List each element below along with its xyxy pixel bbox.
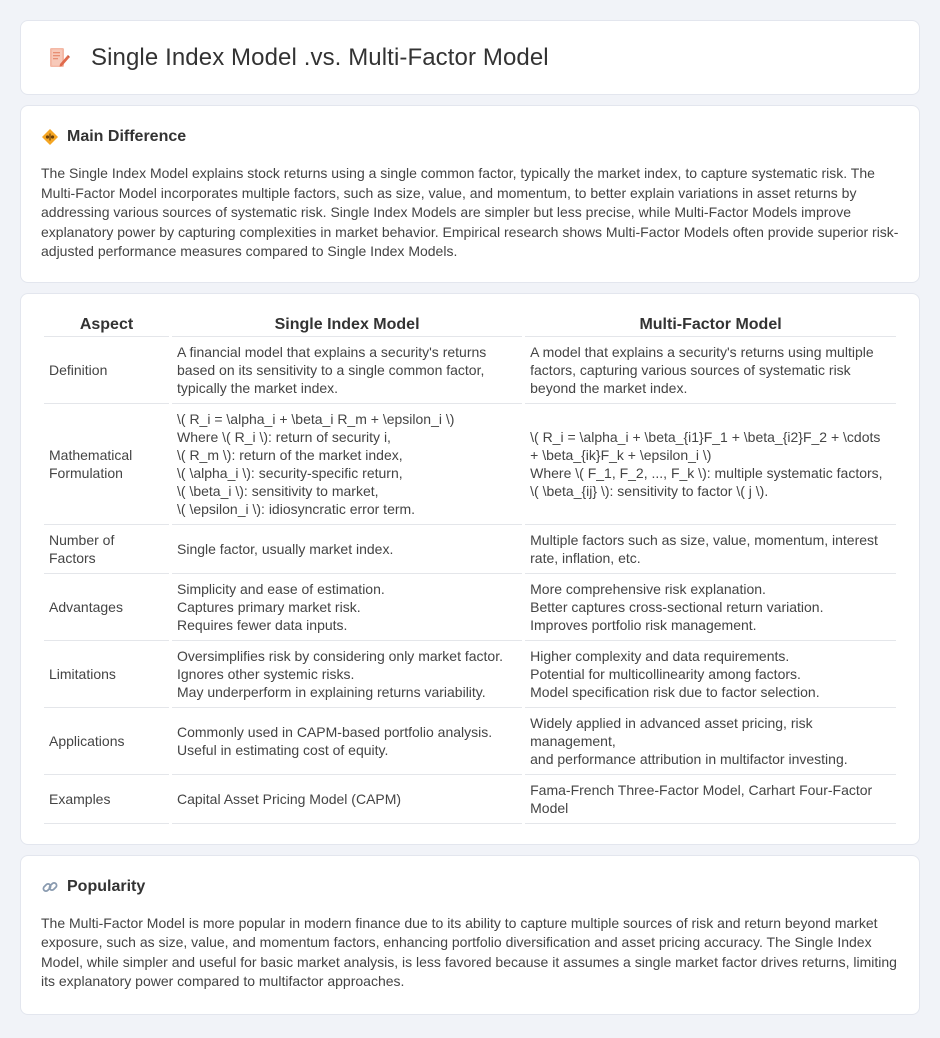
multi-factor-cell — [525, 337, 896, 404]
single-index-cell-line: \( R_m \): return of the market index, — [177, 446, 403, 463]
multi-factor-cell-line: Potential for multicollinearity among factors. — [530, 665, 801, 682]
multi-factor-cell — [525, 775, 896, 824]
table-row — [44, 525, 896, 574]
single-index-cell-line: \( R_i = \alpha_i + \beta_i R_m + \epsilon_i \) — [177, 410, 455, 427]
aspect-cell — [44, 641, 169, 708]
aspect-cell — [44, 337, 169, 404]
title-card — [20, 20, 920, 95]
single-index-cell-line: Where \( R_i \): return of security i, — [177, 428, 391, 445]
aspect-cell-line: Definition — [49, 361, 108, 378]
multi-factor-cell — [525, 525, 896, 574]
multi-factor-cell — [525, 404, 896, 525]
single-index-cell — [172, 337, 522, 404]
single-index-cell-line: Commonly used in CAPM-based portfolio analysis. — [177, 723, 493, 740]
single-index-cell — [172, 708, 522, 775]
multi-factor-cell-line: Multiple factors such as size, value, momentum, interest rate, inflation, etc. — [530, 531, 878, 566]
single-index-cell-line: Useful in estimating cost of equity. — [177, 741, 389, 758]
single-index-cell-line: \( \beta_i \): sensitivity to market, — [177, 482, 379, 499]
popularity-header — [41, 878, 899, 896]
single-index-cell-line: Requires fewer data inputs. — [177, 616, 348, 633]
multi-factor-cell-line: Better captures cross-sectional return variation. — [530, 598, 824, 615]
aspect-cell-line: Examples — [49, 790, 111, 807]
single-index-cell-line: May underperform in explaining returns variability. — [177, 683, 486, 700]
aspect-cell — [44, 574, 169, 641]
multi-factor-cell-line: \( \beta_{ij} \): sensitivity to factor \( j \). — [530, 482, 769, 499]
single-index-cell-line: Captures primary market risk. — [177, 598, 361, 615]
header-aspect: Aspect — [44, 312, 169, 337]
header-multi-factor: Multi-Factor Model — [525, 312, 896, 337]
multi-factor-cell-line: Model specification risk due to factor selection. — [530, 683, 820, 700]
page-title: Single Index Model .vs. Multi-Factor Model — [91, 43, 549, 71]
multi-factor-cell-line: More comprehensive risk explanation. — [530, 580, 766, 597]
link-icon — [41, 878, 59, 896]
diamond-compare-icon — [41, 128, 59, 146]
multi-factor-cell-line: Higher complexity and data requirements. — [530, 647, 790, 664]
main-difference-header — [41, 128, 899, 146]
single-index-cell-line: \( \epsilon_i \): idiosyncratic error term. — [177, 500, 416, 517]
document-pen-icon — [47, 46, 71, 70]
single-index-cell-line: Single factor, usually market index. — [177, 540, 394, 557]
comparison-table-card — [20, 293, 920, 845]
single-index-cell — [172, 574, 522, 641]
single-index-cell — [172, 641, 522, 708]
multi-factor-cell-line: Improves portfolio risk management. — [530, 616, 757, 633]
multi-factor-cell-line: Where \( F_1, F_2, ..., F_k \): multiple systematic factors, — [530, 464, 883, 481]
table-row — [44, 337, 896, 404]
aspect-cell — [44, 708, 169, 775]
multi-factor-cell — [525, 641, 896, 708]
single-index-cell-line: Ignores other systemic risks. — [177, 665, 355, 682]
aspect-cell-line: Mathematical Formulation — [49, 446, 133, 481]
table-row — [44, 775, 896, 824]
aspect-cell — [44, 525, 169, 574]
single-index-cell-line: Oversimplifies risk by considering only market factor. — [177, 647, 503, 664]
single-index-cell-line: Capital Asset Pricing Model (CAPM) — [177, 790, 402, 807]
multi-factor-cell — [525, 574, 896, 641]
multi-factor-cell-line: Fama-French Three-Factor Model, Carhart Four-Factor Model — [530, 781, 873, 816]
table-header-row — [44, 312, 896, 337]
table-body — [44, 337, 896, 824]
aspect-cell-line: Limitations — [49, 665, 116, 682]
popularity-card — [20, 855, 920, 1015]
multi-factor-cell-line: \( R_i = \alpha_i + \beta_{i1}F_1 + \beta_{i2}F_2 + \cdots + \beta_{ik}F_k + \epsilon_i \) — [530, 428, 881, 463]
multi-factor-cell — [525, 708, 896, 775]
aspect-cell-line: Applications — [49, 732, 125, 749]
header-single-index: Single Index Model — [172, 312, 522, 337]
main-difference-card — [20, 105, 920, 283]
single-index-cell-line: Simplicity and ease of estimation. — [177, 580, 385, 597]
single-index-cell — [172, 404, 522, 525]
popularity-text: The Multi-Factor Model is more popular in modern finance due to its ability to capture multiple sources of risk and return beyond market exposure, such as size, value, and momentum factors, enhancing portfolio diversification and asset pricing accuracy. The Single Index Model, while simpler and useful for basic market analysis, is less favored because it assumes a single market factor drives returns, limiting its explanatory power compared to multifactor approaches. — [41, 914, 897, 989]
aspect-cell — [44, 404, 169, 525]
single-index-cell — [172, 775, 522, 824]
popularity-title: Popularity — [67, 877, 146, 895]
table-row — [44, 574, 896, 641]
aspect-cell-line: Advantages — [49, 598, 123, 615]
multi-factor-cell-line: A model that explains a security's returns using multiple factors, capturing various sources of systematic risk beyond the market index. — [530, 343, 874, 396]
aspect-cell-line: Number of Factors — [49, 531, 115, 566]
single-index-cell-line: A financial model that explains a security's returns based on its sensitivity to a single common factor, typically the market index. — [177, 343, 487, 396]
single-index-cell — [172, 525, 522, 574]
multi-factor-cell-line: Widely applied in advanced asset pricing, risk management, — [530, 714, 813, 749]
table-row — [44, 641, 896, 708]
single-index-cell-line: \( \alpha_i \): security-specific return, — [177, 464, 403, 481]
table-row — [44, 404, 896, 525]
aspect-cell — [44, 775, 169, 824]
main-difference-text: The Single Index Model explains stock returns using a single common factor, typically the market index, to capture systematic risk. The Multi-Factor Model incorporates multiple factors, such as size, value, and momentum, to better explain variations in asset returns by addressing various sources of systematic risk. Single Index Models are simpler but less precise, while Multi-Factor Models improve explanatory power by capturing complexities in market behavior. Empirical research shows Multi-Factor Models often provide superior risk-adjusted performance measures compared to Single Index Models. — [41, 165, 899, 259]
table-row — [44, 708, 896, 775]
main-difference-title: Main Difference — [67, 128, 187, 145]
comparison-table — [41, 312, 899, 824]
multi-factor-cell-line: and performance attribution in multifactor investing. — [530, 750, 848, 767]
